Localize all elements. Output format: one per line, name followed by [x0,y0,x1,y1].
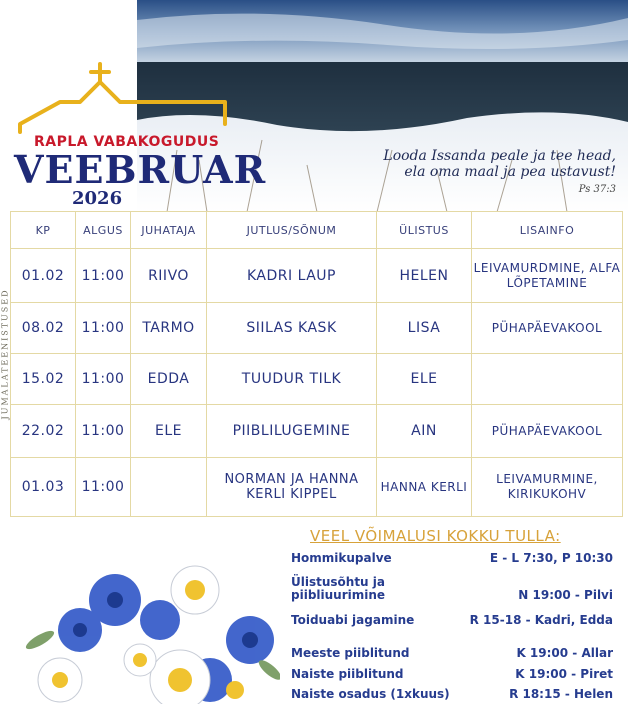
cell-worship: ELE [377,354,472,405]
cell-sermon: NORMAN JA HANNA KERLI KIPPEL [207,458,377,517]
event-time: R 15-18 - Kadri, Edda [469,613,613,627]
cell-sermon: PIIBLILUGEMINE [207,405,377,458]
cell-time: 11:00 [76,354,131,405]
cell-date: 15.02 [11,354,76,405]
more-events-title: VEEL VÕIMALUSI KOKKU TULLA: [310,527,561,545]
event-time: K 19:00 - Allar [516,646,613,660]
cell-time: 11:00 [76,303,131,354]
cell-info: LEIVAMURDMINE, ALFA LÕPETAMINE [472,249,623,303]
event-time: K 19:00 - Piret [515,667,613,681]
bible-quote [346,148,616,198]
event-name: Toiduabi jagamine [291,613,415,627]
header-date: KP [11,212,76,249]
service-schedule-table [10,211,623,517]
table-row [11,303,623,354]
cell-sermon: KADRI LAUP [207,249,377,303]
year-title: 2026 [72,188,123,209]
side-label: JUMALATEENISTUSED [0,288,10,420]
event-name: Hommikupalve [291,551,392,565]
cell-time: 11:00 [76,249,131,303]
header-leader: JUHATAJA [131,212,207,249]
table-header-row [11,212,623,249]
quote-reference: Ps 37:3 [578,184,616,195]
table-row [11,405,623,458]
table-row [11,458,623,517]
event-name: Meeste piiblitund [291,646,410,660]
header-worship: ÜLISTUS [377,212,472,249]
church-roof-cross-icon [0,60,240,140]
quote-line-2: ela oma maal ja pea ustavust! [404,164,616,180]
cell-leader: EDDA [131,354,207,405]
cell-info [472,354,623,405]
cell-date: 08.02 [11,303,76,354]
cell-sermon: TUUDUR TILK [207,354,377,405]
event-name: Naiste osadus (1xkuus) [291,687,450,701]
cell-leader: ELE [131,405,207,458]
quote-line-1: Looda Issanda peale ja tee head, [383,148,616,164]
event-time: R 18:15 - Helen [509,687,613,701]
month-title: VEEBRUAR [14,147,267,192]
cell-sermon: SIILAS KASK [207,303,377,354]
event-time: E - L 7:30, P 10:30 [489,551,613,565]
cell-date: 01.03 [11,458,76,517]
cell-info: PÜHAPÄEVAKOOL [472,303,623,354]
cell-leader: TARMO [131,303,207,354]
flower-bouquet-image [20,560,280,704]
table-row [11,249,623,303]
cell-worship: HANNA KERLI [377,458,472,517]
cell-worship: LISA [377,303,472,354]
cell-date: 22.02 [11,405,76,458]
cell-worship: HELEN [377,249,472,303]
cell-time: 11:00 [76,458,131,517]
event-name: Ülistusõhtu ja piibliuurimine [291,575,386,602]
event-name: Naiste piiblitund [291,667,404,681]
cell-date: 01.02 [11,249,76,303]
cell-info: LEIVAMURMINE, KIRIKUKOHV [472,458,623,517]
church-name: RAPLA VABAKOGUDUS [34,134,220,150]
event-time: N 19:00 - Pilvi [518,588,613,602]
cell-leader [131,458,207,517]
table-row [11,354,623,405]
cell-info: PÜHAPÄEVAKOOL [472,405,623,458]
header-info: LISAINFO [472,212,623,249]
header-start: ALGUS [76,212,131,249]
cell-leader: RIIVO [131,249,207,303]
cornflower-chamomile-illustration [20,560,280,704]
header-sermon: JUTLUS/SÕNUM [207,212,377,249]
cell-time: 11:00 [76,405,131,458]
cell-worship: AIN [377,405,472,458]
